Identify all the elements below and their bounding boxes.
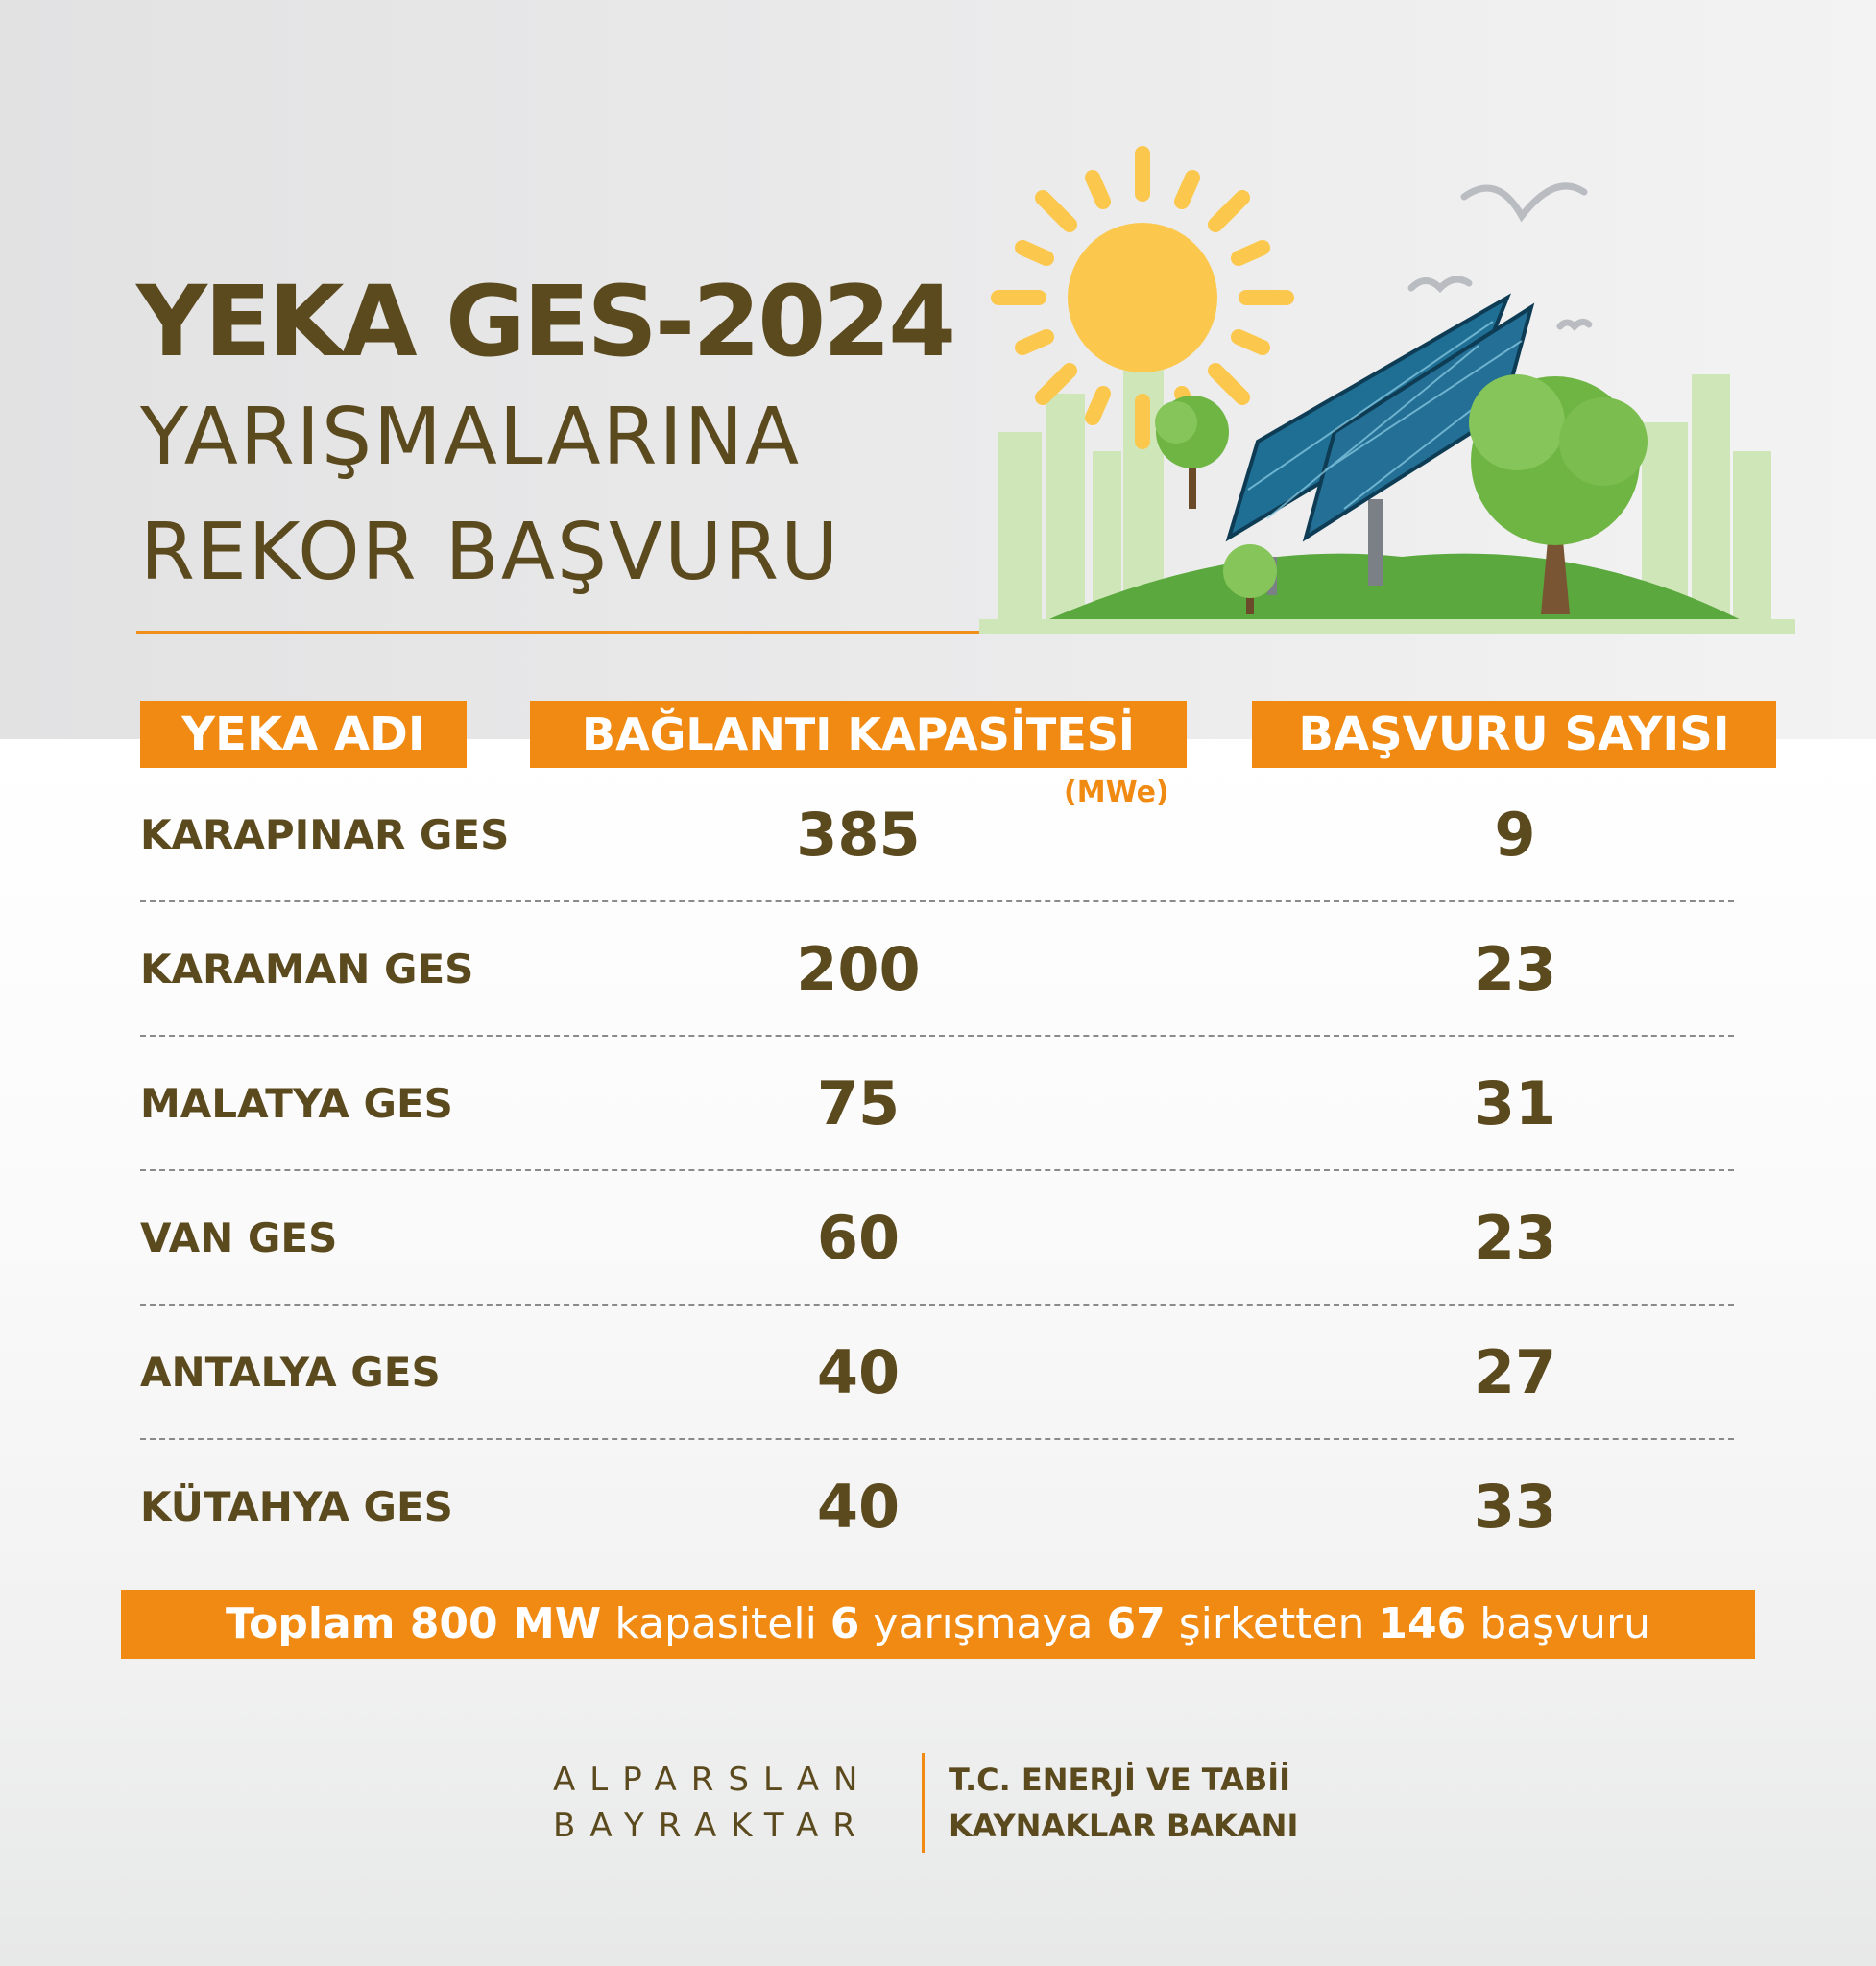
table-row (0, 1306, 1876, 1440)
yeka-name: MALATYA GES (140, 1080, 453, 1127)
table-row (0, 768, 1876, 902)
capacity-value: 40 (816, 1472, 901, 1542)
solar-landscape-illustration (979, 134, 1795, 634)
header-applications: BAŞVURU SAYISI (1252, 701, 1776, 768)
title-line-1: YEKA GES-2024 (136, 265, 954, 379)
applications-value: 33 (1473, 1472, 1557, 1542)
summary-text: başvuru (1479, 1599, 1650, 1648)
summary-bar (121, 1590, 1755, 1659)
summary-applications: 146 (1378, 1599, 1467, 1648)
applications-value: 9 (1494, 800, 1536, 870)
header-yeka-name: YEKA ADI (140, 701, 467, 768)
yeka-name: KARAMAN GES (140, 946, 474, 993)
applications-value: 23 (1473, 934, 1557, 1004)
summary-total: Toplam 800 MW (225, 1599, 602, 1648)
summary-text: yarışmaya (873, 1599, 1094, 1648)
applications-value: 23 (1473, 1203, 1557, 1273)
yeka-name: KÜTAHYA GES (140, 1483, 453, 1530)
sun-icon (998, 154, 1287, 442)
yeka-name: ANTALYA GES (140, 1349, 441, 1396)
capacity-unit-label: (MWe) (1064, 776, 1169, 809)
capacity-value: 200 (796, 934, 921, 1004)
yeka-name: VAN GES (140, 1214, 338, 1261)
summary-text: şirketten (1178, 1599, 1365, 1648)
office-line-2: KAYNAKLAR BAKANI (949, 1808, 1299, 1844)
capacity-value: 60 (816, 1203, 901, 1273)
table-row (0, 1440, 1876, 1574)
yeka-name: KARAPINAR GES (140, 811, 510, 858)
signature-name (553, 1757, 872, 1849)
summary-companies: 67 (1106, 1599, 1166, 1648)
signature-office (949, 1757, 1298, 1849)
capacity-value: 385 (796, 800, 921, 870)
signature-first-name: ALPARSLAN (553, 1761, 873, 1799)
capacity-value: 75 (816, 1068, 901, 1139)
tree-icon (1155, 396, 1229, 509)
office-line-1: T.C. ENERJİ VE TABİİ (949, 1762, 1291, 1798)
table-row (0, 1037, 1876, 1171)
title-line-2: YARIŞMALARINA (140, 392, 802, 483)
summary-text: kapasiteli (614, 1599, 817, 1648)
signature-last-name: BAYRAKTAR (553, 1807, 870, 1845)
applications-value: 31 (1473, 1068, 1557, 1139)
table-row (0, 1171, 1876, 1306)
summary-competitions: 6 (830, 1599, 860, 1648)
title-line-3: REKOR BAŞVURU (140, 507, 841, 598)
applications-value: 27 (1473, 1337, 1557, 1407)
table-row (0, 902, 1876, 1037)
signature-divider (922, 1753, 925, 1853)
capacity-value: 40 (816, 1337, 901, 1407)
header-capacity: BAĞLANTI KAPASİTESİ (530, 701, 1187, 768)
